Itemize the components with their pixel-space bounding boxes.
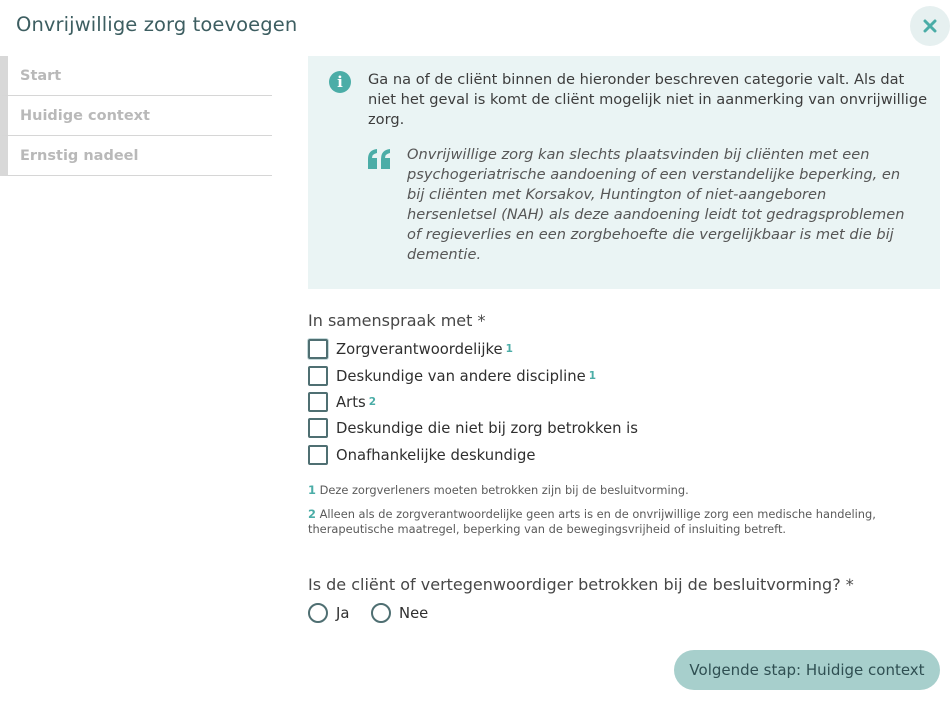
- page-title: Onvrijwillige zorg toevoegen: [16, 13, 298, 36]
- checkbox-onafhankelijke-deskundige[interactable]: [308, 444, 536, 466]
- step-label: Ernstig nadeel: [20, 147, 139, 164]
- radio-nee[interactable]: [371, 603, 428, 623]
- info-panel: [308, 56, 940, 289]
- checkbox[interactable]: [308, 418, 328, 438]
- checkbox[interactable]: [308, 339, 328, 359]
- close-icon: [923, 19, 937, 33]
- footnote-number: 2: [308, 507, 316, 521]
- radio-button[interactable]: [308, 603, 328, 623]
- involvement-label: Is de cliënt of vertegenwoordiger betrokken bij de besluitvorming? *: [308, 575, 854, 594]
- checkbox-label: Deskundige van andere discipline: [336, 367, 586, 385]
- footnote-1: [308, 483, 928, 498]
- info-text: Ga na of de cliënt binnen de hieronder beschreven categorie valt. Als dat niet het geval is komt de cliënt mogelijk niet in aanmerking van onvrijwillige zorg.: [368, 71, 928, 128]
- consultation-label: In samenspraak met *: [308, 311, 486, 330]
- checkbox-label: Arts: [336, 393, 366, 411]
- checkbox[interactable]: [308, 392, 328, 412]
- radio-ja[interactable]: [308, 603, 349, 623]
- info-icon: i: [329, 71, 351, 93]
- checkbox-label: Zorgverantwoordelijke: [336, 340, 503, 358]
- footnote-ref: 2: [368, 396, 377, 408]
- checkbox[interactable]: [308, 366, 328, 386]
- checkbox-label: Deskundige die niet bij zorg betrokken is: [336, 419, 638, 437]
- footnote-ref: 1: [588, 370, 597, 382]
- wizard-steps: [0, 56, 272, 176]
- close-button[interactable]: [910, 6, 950, 46]
- step-label: Huidige context: [20, 107, 150, 124]
- step-label: Start: [20, 67, 62, 84]
- checkbox-deskundige-niet-betrokken[interactable]: [308, 417, 638, 439]
- checkbox-label: Onafhankelijke deskundige: [336, 446, 536, 464]
- footnote-text: Deze zorgverleners moeten betrokken zijn bij de besluitvorming.: [319, 483, 689, 497]
- radio-button[interactable]: [371, 603, 391, 623]
- step-ernstig-nadeel[interactable]: [0, 136, 272, 176]
- checkbox-arts[interactable]: [308, 391, 376, 413]
- checkbox-zorgverantwoordelijke[interactable]: [308, 338, 513, 360]
- radio-label: Ja: [336, 604, 350, 622]
- footnote-ref: 1: [505, 343, 513, 355]
- checkbox[interactable]: [308, 445, 328, 465]
- footnote-text: Alleen als de zorgverantwoordelijke geen arts is en de onvrijwillige zorg een medische handeling, therapeutische maatregel, beperking van de bewegingsvrijheid of insluiting betreft.: [308, 507, 876, 536]
- quote-icon: [368, 148, 392, 170]
- step-huidige-context[interactable]: [0, 96, 272, 136]
- footnote-2: [308, 507, 928, 537]
- checkbox-deskundige-andere-discipline[interactable]: [308, 365, 596, 387]
- radio-label: Nee: [399, 604, 429, 622]
- quote-text: Onvrijwillige zorg kan slechts plaatsvinden bij cliënten met een psychogeriatrische aandoening of een verstandelijke beperking, en bij cliënten met Korsakov, Huntington of niet-aangeboren hersenletsel (NAH) als deze aandoening leidt tot gedragsproblemen of regieverlies en een zorgbehoefte die vergelijkbaar is met die bij dementie.: [407, 146, 905, 263]
- next-step-button[interactable]: Volgende stap: Huidige context: [674, 650, 940, 690]
- footnote-number: 1: [308, 483, 316, 497]
- step-start[interactable]: [0, 56, 272, 96]
